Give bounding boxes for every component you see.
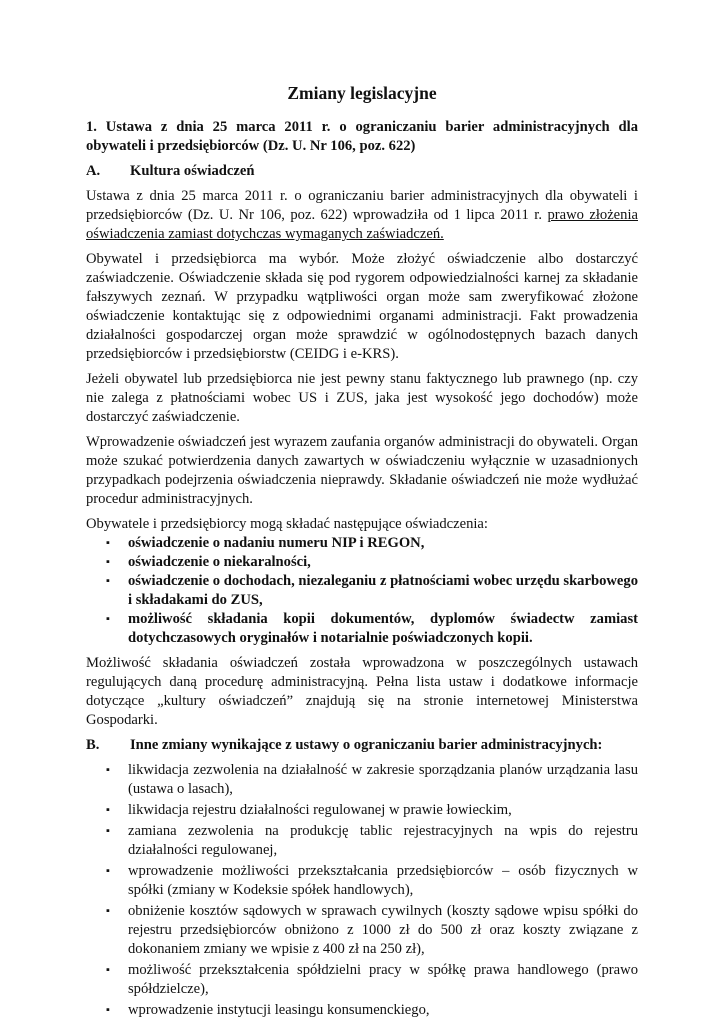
- subsection-b-heading: [86, 736, 638, 755]
- section-1-heading: 1. Ustawa z dnia 25 marca 2011 r. o ograniczaniu barier administracyjnych dla obywateli i przedsiębiorców (Dz. U. Nr 106, poz. 622): [86, 119, 638, 154]
- bullet-icon: ▪: [106, 804, 110, 816]
- list-intro: Obywatele i przedsiębiorcy mogą składać następujące oświadczenia:: [86, 516, 488, 532]
- list-item: ▪ wprowadzenie możliwości przekształcania przedsiębiorców – osób fizycznych w spółki (zmiany w Kodeksie spółek handlowych),: [86, 862, 638, 900]
- subsection-b-title: Inne zmiany wynikające z ustawy o ograniczaniu barier administracyjnych:: [130, 737, 603, 753]
- list-item: ▪ zamiana zezwolenia na produkcję tablic rejestracyjnych na wpis do rejestru działalności regulowanej,: [86, 822, 638, 860]
- bullet-icon: ▪: [106, 905, 110, 917]
- subsection-b-letter: B.: [86, 737, 100, 753]
- list-item: ▪ możliwość składania kopii dokumentów, dyplomów świadectw zamiast dotychczasowych oryginałów i notarialnie poświadczonych kopii.: [86, 610, 638, 648]
- list-item: ▪ oświadczenie o nadaniu numeru NIP i REGON,: [86, 534, 638, 553]
- bullet-icon: ▪: [106, 537, 110, 549]
- bullet-icon: ▪: [106, 825, 110, 837]
- paragraph-a1-text: Ustawa z dnia 25 marca 2011 r. o ograniczaniu barier administracyjnych dla obywateli i przedsiębiorców (Dz. U. Nr 106, poz. 622) wprowadziła od 1 lipca 2011 r.: [86, 188, 638, 223]
- bullet-icon: ▪: [106, 613, 110, 625]
- bullet-icon: ▪: [106, 1004, 110, 1016]
- list-item: ▪ oświadczenie o dochodach, niezaleganiu z płatnościami wobec urzędu skarbowego i składakami do ZUS,: [86, 572, 638, 610]
- list-item: ▪ oświadczenie o niekaralności,: [86, 553, 638, 572]
- paragraph-a3: Jeżeli obywatel lub przedsiębiorca nie jest pewny stanu faktycznego lub prawnego (np. czy nie zalega z płatnościami wobec US i ZUS, jaka jest wysokość jego dochodów) może dostarczyć zaświadczenie.: [86, 371, 638, 425]
- document-page: [86, 82, 638, 1026]
- paragraph-a1-underlined: prawo złożenia oświadczenia zamiast dotychczas wymaganych zaświadczeń.: [86, 207, 638, 242]
- list-item: ▪ likwidacja zezwolenia na działalność w zakresie sporządzania planów urządzania lasu (ustawa o lasach),: [86, 761, 638, 799]
- paragraph-a5: Możliwość składania oświadczeń została wprowadzona w poszczególnych ustawach regulujących daną procedurę administracyjną. Pełna lista ustaw i dodatkowe informacje dotyczące „kultury oświadczeń” znajdują się na stronie internetowej Ministerstwa Gospodarki.: [86, 655, 638, 728]
- subsection-a-title: Kultura oświadczeń: [130, 163, 255, 179]
- declarations-list: [86, 534, 638, 648]
- paragraph-a4: Wprowadzenie oświadczeń jest wyrazem zaufania organów administracji do obywateli. Organ może szukać potwierdzenia danych zawartych w oświadczeniu wyłącznie w uzasadnionych przypadkach podejrzenia oświadczenia nieprawdy. Składanie oświadczeń nie może wydłużać procedur administracyjnych.: [86, 434, 638, 507]
- bullet-icon: ▪: [106, 865, 110, 877]
- list-item: ▪ wprowadzenie instytucji leasingu konsumenckiego,: [86, 1001, 638, 1020]
- list-item: ▪ obniżenie kosztów sądowych w sprawach cywilnych (koszty sądowe wpisu spółki do rejestru przedsiębiorców obniżono z 1000 zł do 500 zł oraz koszty związane z dokonaniem zmiany we wpisie z 400 zł na 250 zł),: [86, 902, 638, 959]
- paragraph-a2: Obywatel i przedsiębiorca ma wybór. Może złożyć oświadczenie albo dostarczyć zaświadczenie. Oświadczenie składa się pod rygorem odpowiedzialności karnej za składanie fałszywych zeznań. W przypadku wątpliwości organ może sam zweryfikować złożone oświadczenie kontaktując się z odpowiednimi organami administracji. Fakt prowadzenia działalności gospodarczej organ może sprawdzić w ogólnodostępnych bazach danych przedsiębiorców i przedsiębiorstw (CEIDG i e-KRS).: [86, 251, 638, 362]
- bullet-icon: ▪: [106, 575, 110, 587]
- list-item: ▪ likwidacja rejestru działalności regulowanej w prawie łowieckim,: [86, 801, 638, 820]
- bullet-icon: ▪: [106, 764, 110, 776]
- bullet-icon: ▪: [106, 964, 110, 976]
- document-title: Zmiany legislacyjne: [287, 83, 437, 103]
- bullet-icon: ▪: [106, 556, 110, 568]
- list-item: ▪ możliwość przekształcenia spółdzielni pracy w spółkę prawa handlowego (prawo spółdzielcze),: [86, 961, 638, 999]
- subsection-a-letter: A.: [86, 163, 101, 179]
- subsection-a-heading: [86, 162, 638, 181]
- paragraph-a1: [86, 187, 638, 244]
- other-changes-list: [86, 761, 638, 1020]
